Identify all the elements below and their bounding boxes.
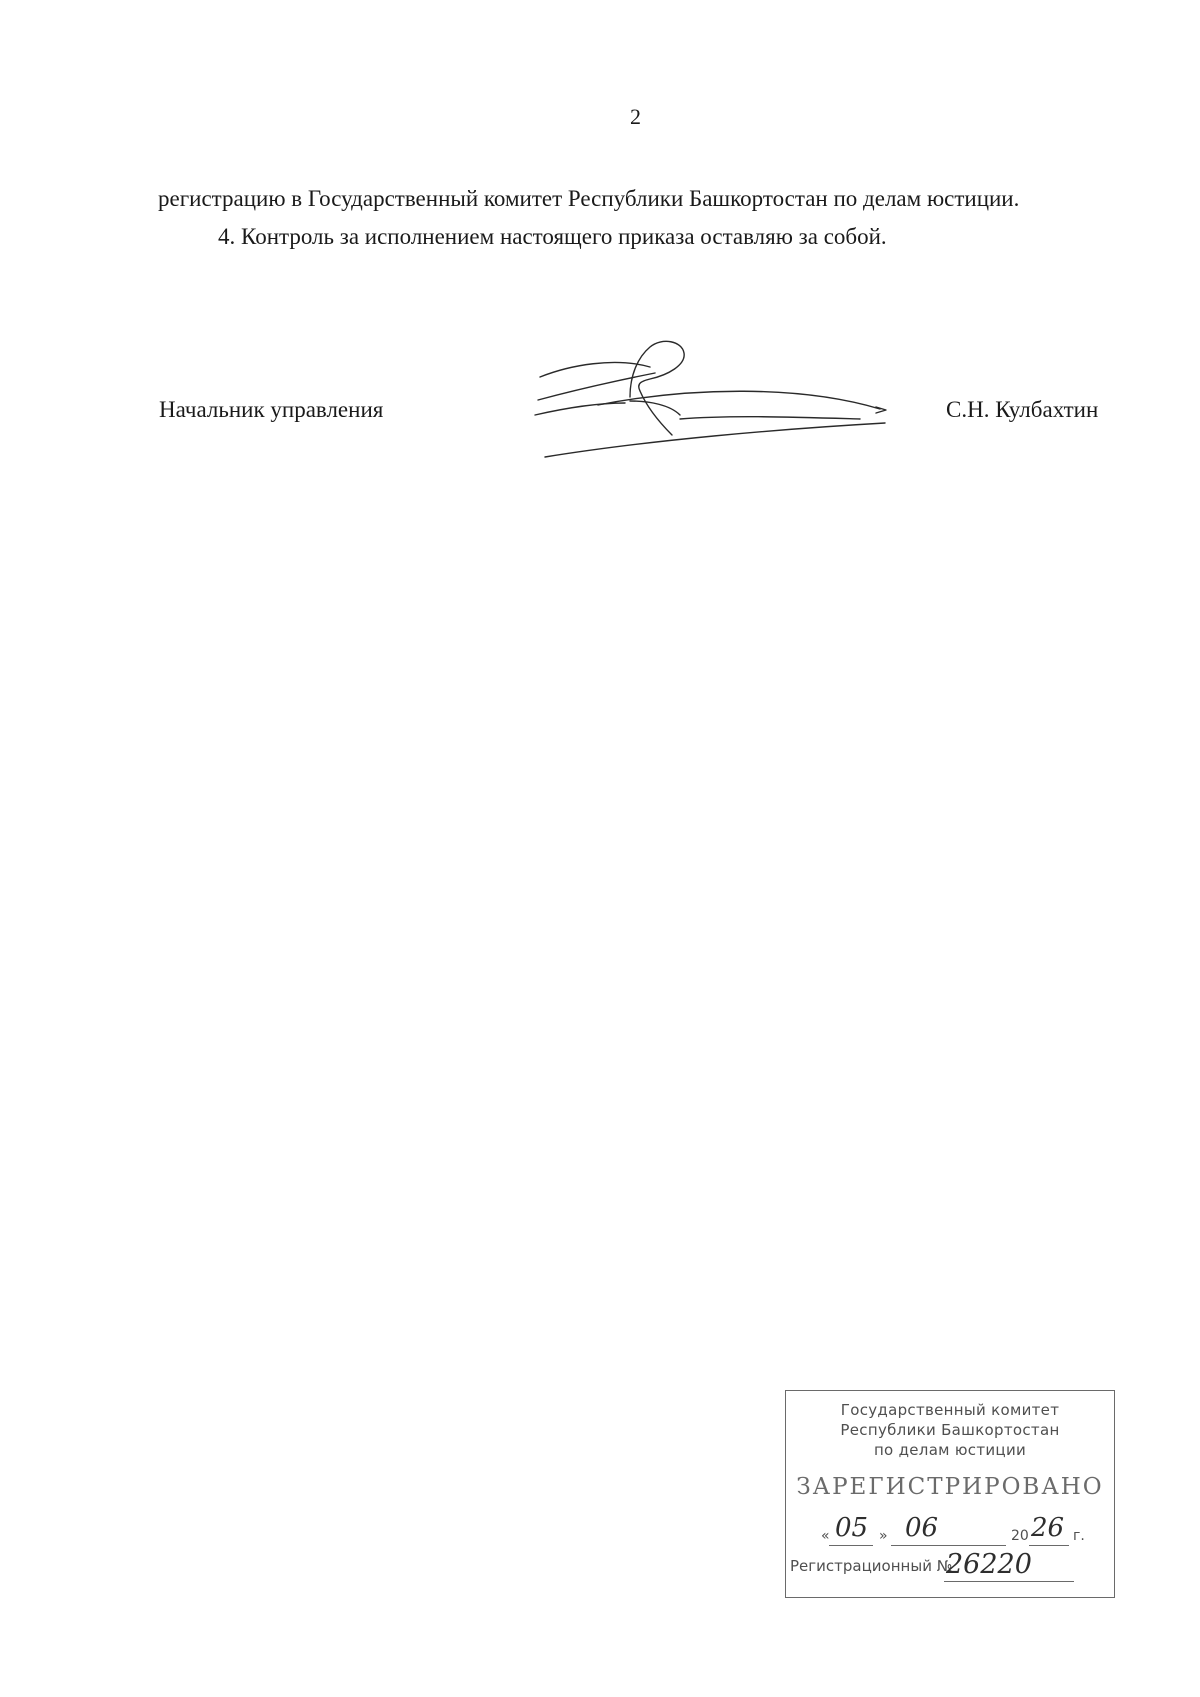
stamp-day: 05 [835,1513,869,1543]
paragraph-control: 4. Контроль за исполнением настоящего приказа оставляю за собой. [218,224,887,249]
stamp-close-quote: » [879,1528,888,1544]
stamp-date [821,1513,1101,1547]
stamp-agency-line-3: по делам юстиции [873,1441,1027,1459]
stamp-day-underline [829,1545,873,1546]
stamp-month: 06 [905,1513,939,1543]
stamp-registration-number: 26220 [946,1549,1032,1580]
signer-position: Начальник управления [159,397,384,422]
stamp-year-prefix: 20 [1011,1528,1029,1544]
stamp-open-quote: « [821,1528,830,1544]
stamp-month-underline [891,1545,1006,1546]
handwritten-signature [530,335,900,460]
body-text [158,182,1134,253]
stamp-year-underline [1029,1545,1069,1546]
stamp-registration-underline [944,1581,1074,1582]
stamp-year-suffix: 26 [1031,1513,1065,1543]
stamp-year-unit: г. [1073,1528,1085,1544]
page-number: 2 [630,104,641,129]
stamp-status: ЗАРЕГИСТРИРОВАНО [796,1474,1104,1500]
stamp-agency-line-1: Государственный комитет [840,1401,1060,1419]
stamp-registration-label: Регистрационный № [790,1557,953,1575]
stamp-agency-line-2: Республики Башкортостан [840,1421,1060,1439]
registration-stamp [785,1390,1115,1598]
signer-name: С.Н. Кулбахтин [946,397,1099,422]
paragraph-registration: регистрацию в Государственный комитет Республики Башкортостан по делам юстиции. [158,186,1020,211]
